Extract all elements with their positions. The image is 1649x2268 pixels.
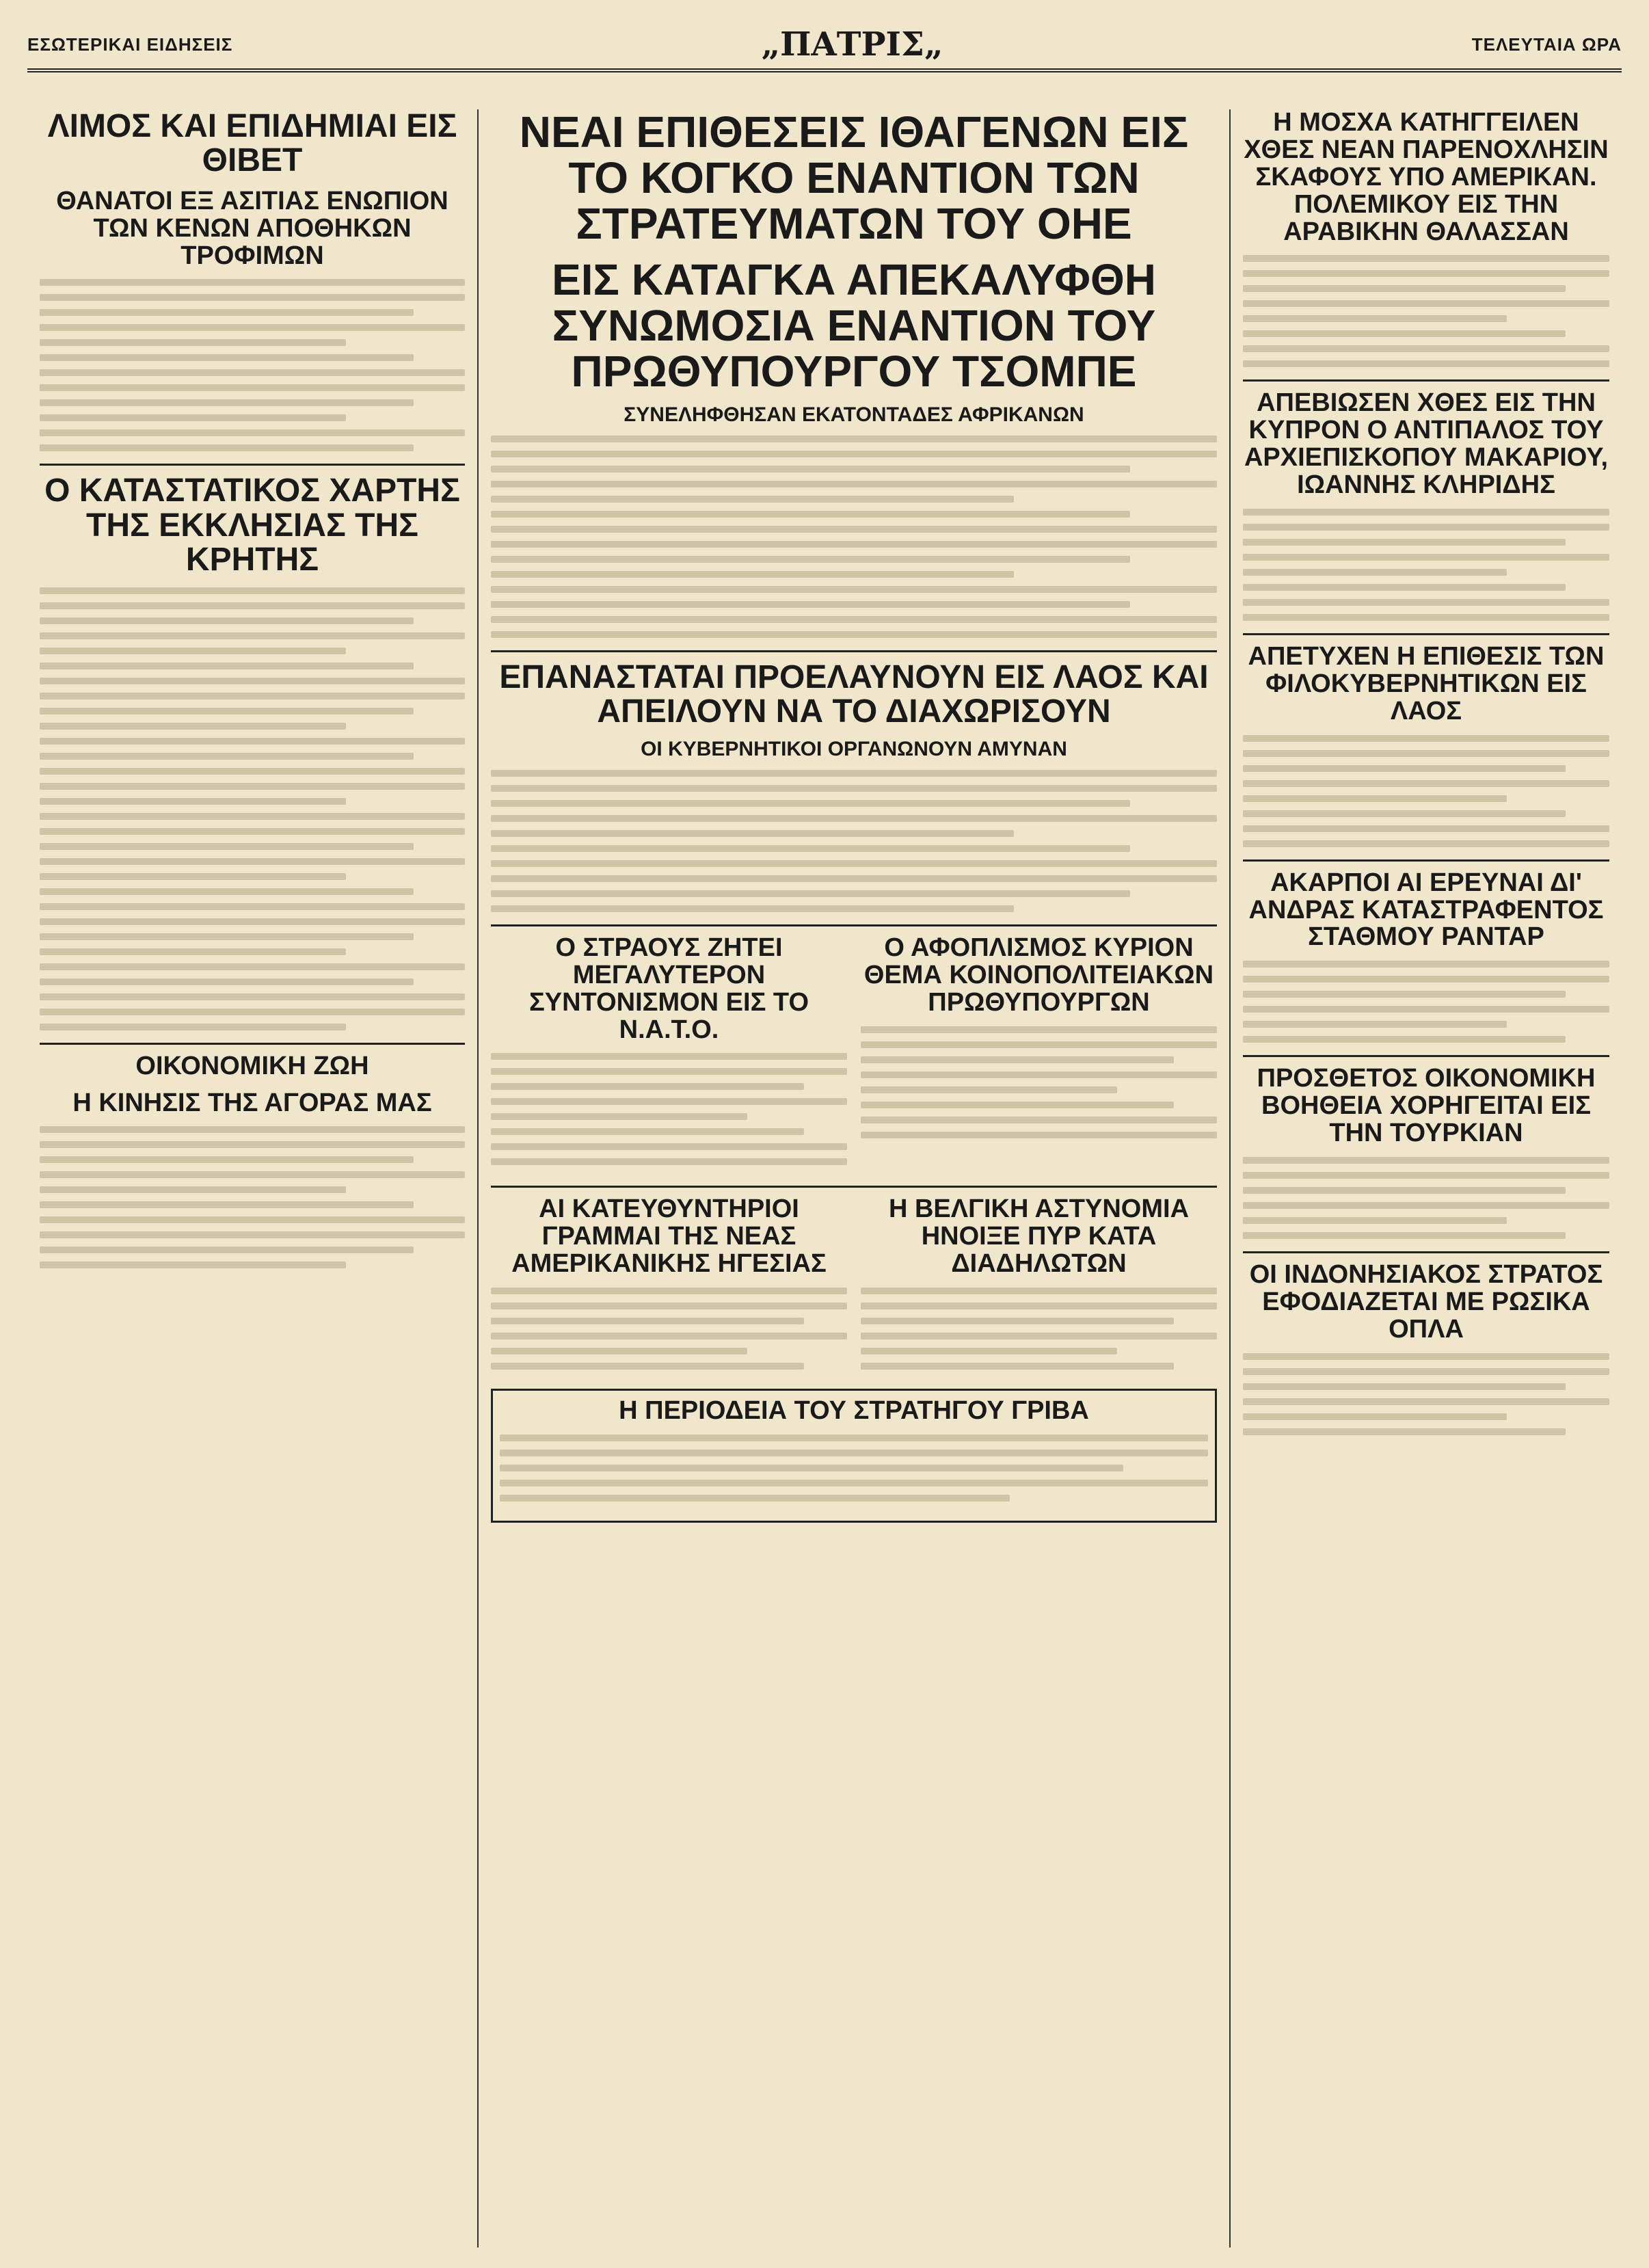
article-body-belgium bbox=[861, 1288, 1217, 1370]
divider bbox=[1243, 1251, 1609, 1253]
divider bbox=[491, 924, 1217, 926]
article-body-laos bbox=[491, 770, 1217, 912]
article-body-moscow bbox=[1243, 255, 1609, 367]
article-body-indonesia bbox=[1243, 1353, 1609, 1435]
divider bbox=[491, 1186, 1217, 1188]
divider bbox=[1243, 1055, 1609, 1057]
headline-radar-search: ΑΚΑΡΠΟΙ ΑΙ ΕΡΕΥΝΑΙ ΔΙ' ΑΝΔΡΑΣ ΚΑΤΑΣΤΡΑΦΕΝΤΟΣ ΣΤΑΘΜΟΥ ΡΑΝΤΑΡ bbox=[1248, 868, 1604, 952]
headline-turkey-aid: ΠΡΟΣΘΕΤΟΣ ΟΙΚΟΝΟΜΙΚΗ ΒΟΗΘΕΙΑ ΧΟΡΗΓΕΙΤΑΙ ΕΙΣ ΤΗΝ ΤΟΥΡΚΙΑΝ bbox=[1257, 1064, 1596, 1148]
article-body-us bbox=[491, 1288, 847, 1370]
article-body-market bbox=[40, 1126, 465, 1268]
article-body-congo bbox=[491, 436, 1217, 638]
row-nato-disarmament bbox=[491, 935, 1217, 1178]
newspaper-title: „ΠΑΤΡΙΣ„ bbox=[761, 25, 943, 64]
section-label-latest: ΤΕΛΕΥΤΑΙΑ ΩΡΑ bbox=[1471, 34, 1622, 55]
article-body-turkey bbox=[1243, 1157, 1609, 1239]
headline-strauss-nato: Ο ΣΤΡΑΟΥΣ ΖΗΤΕΙ ΜΕΓΑΛΥΤΕΡΟΝ ΣΥΝΤΟΝΙΣΜΟΝ ΕΙΣ ΤΟ Ν.Α.Τ.Ο. bbox=[528, 933, 809, 1044]
block-us-leadership bbox=[491, 1196, 847, 1382]
block-disarmament bbox=[861, 935, 1217, 1178]
article-body-crete bbox=[40, 587, 465, 1030]
column-center bbox=[479, 109, 1231, 2247]
divider bbox=[1243, 379, 1609, 382]
divider bbox=[40, 464, 465, 466]
headline-congo-attacks: ΝΕΑΙ ΕΠΙΘΕΣΕΙΣ ΙΘΑΓΕΝΩΝ ΕΙΣ ΤΟ ΚΟΓΚΟ ΕΝΑΝΤΙΟΝ ΤΩΝ ΣΤΡΑΤΕΥΜΑΤΩΝ ΤΟΥ ΟΗΕ bbox=[519, 107, 1189, 249]
divider bbox=[40, 1043, 465, 1045]
headline-market-movement: Η ΚΙΝΗΣΙΣ ΤΗΣ ΑΓΟΡΑΣ ΜΑΣ bbox=[72, 1088, 432, 1117]
headline-tibet-deaths: ΘΑΝΑΤΟΙ ΕΞ ΑΣΙΤΙΑΣ ΕΝΩΠΙΟΝ ΤΩΝ ΚΕΝΩΝ ΑΠΟΘΗΚΩΝ ΤΡΟΦΙΜΩΝ bbox=[56, 186, 448, 270]
section-label-domestic: ΕΣΩΤΕΡΙΚΑΙ ΕΙΔΗΣΕΙΣ bbox=[27, 34, 233, 55]
section-economic-life: ΟΙΚΟΝΟΜΙΚΗ ΖΩΗ bbox=[135, 1051, 369, 1080]
headline-disarmament: Ο ΑΦΟΠΛΙΣΜΟΣ ΚΥΡΙΟΝ ΘΕΜΑ ΚΟΙΝΟΠΟΛΙΤΕΙΑΚΩΝ ΠΡΩΘΥΠΟΥΡΓΩΝ bbox=[863, 933, 1214, 1017]
headline-klirides: ΑΠΕΒΙΩΣΕΝ ΧΘΕΣ ΕΙΣ ΤΗΝ ΚΥΠΡΟΝ Ο ΑΝΤΙΠΑΛΟΣ ΤΟΥ ΑΡΧΙΕΠΙΣΚΟΠΟΥ ΜΑΚΑΡΙΟΥ, ΙΩΑΝΝΗΣ ΚΛΗΡΙΔΗΣ bbox=[1244, 388, 1609, 500]
block-belgium bbox=[861, 1196, 1217, 1382]
headline-grivas-tour: Η ΠΕΡΙΟΔΕΙΑ ΤΟΥ ΣΤΡΑΤΗΓΟΥ ΓΡΙΒΑ bbox=[619, 1396, 1089, 1426]
subheadline-laos-defense: ΟΙ ΚΥΒΕΡΝΗΤΙΚΟΙ ΟΡΓΑΝΩΝΟΥΝ ΑΜΥΝΑΝ bbox=[641, 738, 1067, 761]
block-grivas bbox=[491, 1389, 1217, 1523]
headline-tibet-famine: ΛΙΜΟΣ ΚΑΙ ΕΠΙΔΗΜΙΑΙ ΕΙΣ ΘΙΒΕΤ bbox=[47, 108, 457, 179]
subheadline-arrests: ΣΥΝΕΛΗΦΘΗΣΑΝ ΕΚΑΤΟΝΤΑΔΕΣ ΑΦΡΙΚΑΝΩΝ bbox=[624, 403, 1084, 427]
block-nato bbox=[491, 935, 847, 1178]
article-body-nato bbox=[491, 1053, 847, 1165]
article-body-radar bbox=[1243, 961, 1609, 1043]
headline-belgian-police: Η ΒΕΛΓΙΚΗ ΑΣΤΥΝΟΜΙΑ ΗΝΟΙΞΕ ΠΥΡ ΚΑΤΑ ΔΙΑΔΗΛΩΤΩΝ bbox=[888, 1195, 1190, 1279]
masthead bbox=[27, 21, 1622, 72]
headline-laos-rebels: ΕΠΑΝΑΣΤΑΤΑΙ ΠΡΟΕΛΑΥΝΟΥΝ ΕΙΣ ΛΑΟΣ ΚΑΙ ΑΠΕΙΛΟΥΝ ΝΑ ΤΟ ΔΙΑΧΩΡΙΣΟΥΝ bbox=[499, 658, 1209, 730]
article-body-laos-attack bbox=[1243, 735, 1609, 847]
divider bbox=[1243, 633, 1609, 635]
article-body-grivas bbox=[500, 1435, 1208, 1502]
article-body-disarmament bbox=[861, 1026, 1217, 1138]
divider bbox=[1243, 859, 1609, 862]
headline-us-leadership: ΑΙ ΚΑΤΕΥΘΥΝΤΗΡΙΟΙ ΓΡΑΜΜΑΙ ΤΗΣ ΝΕΑΣ ΑΜΕΡΙΚΑΝΙΚΗΣ ΗΓΕΣΙΑΣ bbox=[511, 1195, 827, 1279]
headline-moscow-accuses: Η ΜΟΣΧΑ ΚΑΤΗΓΓΕΙΛΕΝ ΧΘΕΣ ΝΕΑΝ ΠΑΡΕΝΟΧΛΗΣΙΝ ΣΚΑΦΟΥΣ ΥΠΟ ΑΜΕΡΙΚΑΝ. ΠΟΛΕΜΙΚΟΥ ΕΙΣ ΤΗΝ ΑΡΑΒΙΚΗΝ ΘΑΛΑΣΣΑΝ bbox=[1244, 108, 1609, 246]
article-body-klirides bbox=[1243, 509, 1609, 621]
headline-crete-charter: Ο ΚΑΤΑΣΤΑΤΙΚΟΣ ΧΑΡΤΗΣ ΤΗΣ ΕΚΚΛΗΣΙΑΣ ΤΗΣ ΚΡΗΤΗΣ bbox=[44, 472, 460, 578]
column-right bbox=[1231, 109, 1622, 2247]
divider bbox=[491, 650, 1217, 652]
headline-katanga-plot: ΕΙΣ ΚΑΤΑΓΚΑ ΑΠΕΚΑΛΥΦΘΗ ΣΥΝΩΜΟΣΙΑ ΕΝΑΝΤΙΟΝ ΤΟΥ ΠΡΩΘΥΠΟΥΡΓΟΥ ΤΣΟΜΠΕ bbox=[552, 254, 1156, 396]
column-left bbox=[27, 109, 479, 2247]
headline-laos-attack-failed: ΑΠΕΤΥΧΕΝ Η ΕΠΙΘΕΣΙΣ ΤΩΝ ΦΙΛΟΚΥΒΕΡΝΗΤΙΚΩΝ ΕΙΣ ΛΑΟΣ bbox=[1248, 642, 1605, 725]
row-us-belgium bbox=[491, 1196, 1217, 1382]
headline-indonesia-army: ΟΙ ΙΝΔΟΝΗΣΙΑΚΟΣ ΣΤΡΑΤΟΣ ΕΦΟΔΙΑΖΕΤΑΙ ΜΕ ΡΩΣΙΚΑ ΟΠΛΑ bbox=[1249, 1260, 1603, 1344]
article-body-tibet bbox=[40, 279, 465, 451]
